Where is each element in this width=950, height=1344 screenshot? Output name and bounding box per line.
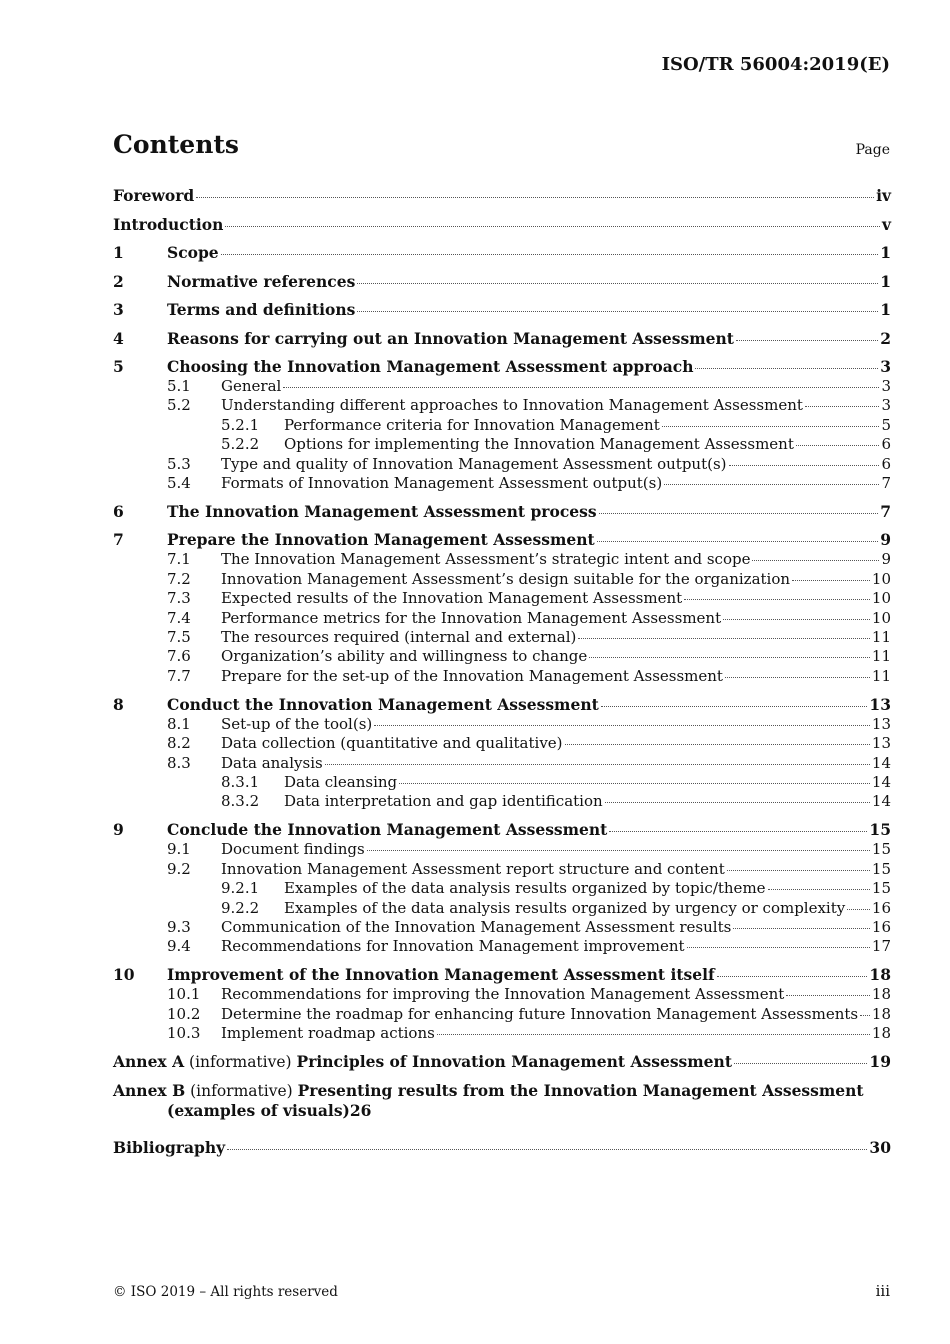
toc-entry-number: 9.1 bbox=[167, 840, 191, 859]
toc-entry-title: General bbox=[221, 377, 282, 395]
toc-entry-number: 7.3 bbox=[167, 589, 191, 608]
leader-dots bbox=[196, 196, 874, 198]
toc-entry-number: Introduction bbox=[113, 214, 224, 234]
leader-dots bbox=[805, 405, 880, 407]
toc-entry-number: 5.3 bbox=[167, 454, 191, 473]
annex-type: (informative) bbox=[189, 1053, 292, 1072]
toc-entry-title: Examples of the data analysis results organized by urgency or complexity bbox=[284, 898, 846, 917]
toc-entry-title: Prepare for the set-up of the Innovation Management Assessment bbox=[221, 666, 723, 685]
toc-entry-number: 10.1 bbox=[167, 985, 201, 1004]
toc-entry[interactable] bbox=[113, 530, 891, 550]
toc-entry-title: Reasons for carrying out an Innovation Management Assessment bbox=[167, 328, 734, 348]
toc-entry[interactable] bbox=[113, 570, 891, 589]
toc-entry-title: Improvement of the Innovation Management Assessment itself bbox=[167, 965, 715, 985]
toc-entry-number: 8.1 bbox=[167, 714, 191, 733]
leader-dots bbox=[695, 367, 878, 369]
toc-entry[interactable] bbox=[113, 840, 891, 859]
toc-entry[interactable] bbox=[113, 416, 891, 435]
leader-dots bbox=[597, 540, 879, 542]
toc-entry-page: 11 bbox=[871, 666, 891, 685]
leader-dots bbox=[684, 598, 870, 600]
leader-dots bbox=[734, 1062, 867, 1064]
toc-entry-title: Performance criteria for Innovation Management bbox=[284, 415, 660, 434]
toc-entry-page: 1 bbox=[880, 300, 891, 319]
toc-entry-title: Set-up of the tool(s) bbox=[221, 714, 373, 733]
toc-entry-title: Determine the roadmap for enhancing future Innovation Management Assessments bbox=[221, 1004, 859, 1023]
toc-entry[interactable] bbox=[113, 965, 891, 985]
toc-entry-number: 7 bbox=[113, 530, 124, 550]
leader-dots bbox=[357, 310, 878, 312]
leader-dots bbox=[792, 579, 870, 581]
page-title: Contents bbox=[113, 130, 240, 159]
leader-dots bbox=[589, 656, 870, 658]
toc-entry-title: Organization’s ability and willingness to change bbox=[221, 647, 588, 666]
bibliography-title: Bibliography bbox=[113, 1137, 226, 1157]
leader-dots bbox=[786, 994, 870, 996]
toc-entry[interactable] bbox=[113, 860, 891, 879]
toc-entry-title: The Innovation Management Assessment’s strategic intent and scope bbox=[221, 550, 751, 569]
toc-entry[interactable] bbox=[113, 609, 891, 628]
toc-entry-number: 5.2 bbox=[167, 396, 191, 415]
toc-entry-number: 8.2 bbox=[167, 734, 191, 753]
toc-entry-page: 10 bbox=[871, 589, 891, 608]
toc-entry[interactable] bbox=[113, 1024, 891, 1052]
toc-entry-number: 6 bbox=[113, 501, 124, 521]
copyright-notice: © ISO 2019 – All rights reserved bbox=[113, 1284, 338, 1300]
toc-entry-number: 9 bbox=[113, 820, 124, 840]
toc-entry-page: 18 bbox=[871, 1004, 891, 1023]
leader-dots bbox=[609, 830, 867, 832]
toc-entry-page: 14 bbox=[871, 753, 891, 772]
table-of-contents bbox=[113, 186, 891, 1166]
page-number: iii bbox=[875, 1282, 890, 1300]
toc-entry-number: 8.3 bbox=[167, 753, 191, 772]
toc-entry-title: Implement roadmap actions bbox=[221, 1024, 435, 1043]
annex-title-line1: Presenting results from the Innovation Management Assessment bbox=[297, 1080, 864, 1100]
leader-dots bbox=[325, 763, 870, 765]
toc-entry[interactable] bbox=[113, 357, 891, 377]
annex-label: Annex A bbox=[113, 1052, 185, 1072]
toc-entry-number: 9.2.2 bbox=[221, 898, 260, 917]
leader-dots bbox=[717, 975, 868, 977]
toc-entry-page: 15 bbox=[871, 840, 891, 859]
toc-entry-title: Examples of the data analysis results organized by topic/theme bbox=[284, 879, 766, 898]
toc-entry-page: 7 bbox=[880, 501, 891, 521]
toc-entry-number: 10.3 bbox=[167, 1024, 201, 1043]
toc-entry[interactable] bbox=[113, 985, 891, 1004]
toc-entry-title: The Innovation Management Assessment process bbox=[167, 501, 597, 521]
toc-entry-number: 9.2.1 bbox=[221, 879, 260, 898]
bibliography-page: 30 bbox=[869, 1137, 891, 1157]
toc-entry[interactable] bbox=[113, 455, 891, 474]
leader-dots bbox=[605, 801, 870, 803]
toc-entry-number: 9.4 bbox=[167, 937, 191, 956]
leader-dots bbox=[578, 637, 870, 639]
toc-entry-number: 5 bbox=[113, 357, 124, 376]
toc-entry[interactable] bbox=[113, 918, 891, 937]
toc-entry-number: 4 bbox=[113, 328, 124, 348]
leader-dots bbox=[601, 705, 868, 707]
toc-entry-annex-a[interactable] bbox=[113, 1052, 891, 1081]
toc-entry[interactable] bbox=[113, 792, 891, 820]
toc-entry-page: 10 bbox=[871, 569, 891, 588]
toc-entry-number: 8.3.1 bbox=[221, 772, 260, 791]
toc-entry-page: 5 bbox=[881, 415, 891, 434]
leader-dots bbox=[367, 849, 870, 851]
toc-entry-title: Terms and definitions bbox=[167, 300, 356, 319]
toc-entry-number: 3 bbox=[113, 300, 124, 319]
leader-dots bbox=[599, 512, 879, 514]
toc-entry-title: Expected results of the Innovation Management Assessment bbox=[221, 589, 683, 608]
toc-entry-page: 9 bbox=[881, 550, 891, 569]
toc-entry-number: 10 bbox=[113, 965, 135, 985]
toc-entry-page: 9 bbox=[880, 530, 891, 550]
toc-entry-title: Recommendations for Innovation Management improvement bbox=[221, 937, 685, 956]
toc-entry-page: iv bbox=[876, 186, 891, 205]
leader-dots bbox=[283, 386, 879, 388]
toc-entry-title: Recommendations for improving the Innovation Management Assessment bbox=[221, 985, 785, 1004]
toc-entry-page: 10 bbox=[871, 608, 891, 627]
toc-entry-title: Prepare the Innovation Management Assessment bbox=[167, 530, 595, 550]
toc-entry-page: v bbox=[881, 214, 891, 234]
toc-entry-page: 6 bbox=[881, 435, 891, 454]
toc-entry[interactable] bbox=[113, 377, 891, 396]
leader-dots bbox=[664, 483, 879, 485]
toc-entry-page: 18 bbox=[869, 965, 891, 985]
leader-dots bbox=[437, 1033, 870, 1035]
toc-entry-number: 1 bbox=[113, 243, 124, 262]
toc-entry-page: 16 bbox=[871, 917, 891, 936]
toc-entry-title: Understanding different approaches to Innovation Management Assessment bbox=[221, 396, 803, 415]
toc-entry-title: Conduct the Innovation Management Assessment bbox=[167, 694, 599, 714]
toc-entry[interactable] bbox=[113, 820, 891, 840]
toc-entry[interactable] bbox=[113, 715, 891, 734]
toc-entry-title: The resources required (internal and external) bbox=[221, 628, 577, 647]
toc-entry-title: Communication of the Innovation Management Assessment results bbox=[221, 917, 732, 936]
toc-entry-number: 2 bbox=[113, 271, 124, 291]
toc-entry-page: 15 bbox=[869, 820, 891, 840]
annex-title-line2: (examples of visuals) bbox=[167, 1101, 350, 1121]
toc-entry-page: 3 bbox=[880, 357, 891, 376]
toc-entry-page: 11 bbox=[871, 628, 891, 647]
toc-entry[interactable] bbox=[113, 734, 891, 753]
toc-entry-title: Document findings bbox=[221, 840, 365, 859]
leader-dots bbox=[687, 946, 870, 948]
toc-entry-number: 5.2.1 bbox=[221, 415, 260, 434]
toc-entry-number: 10.2 bbox=[167, 1004, 201, 1023]
toc-entry[interactable] bbox=[113, 879, 891, 898]
toc-entry[interactable] bbox=[113, 647, 891, 666]
toc-entry-title: Choosing the Innovation Management Assessment approach bbox=[167, 357, 694, 376]
toc-entry-page: 18 bbox=[871, 1024, 891, 1043]
toc-entry[interactable] bbox=[113, 300, 891, 329]
toc-entry-page: 18 bbox=[871, 985, 891, 1004]
toc-entry-page: 11 bbox=[871, 647, 891, 666]
toc-entry-number: Foreword bbox=[113, 186, 195, 205]
toc-entry-page: 1 bbox=[880, 243, 891, 262]
toc-entry-title: Type and quality of Innovation Management Assessment output(s) bbox=[221, 454, 727, 473]
toc-entry-page: 15 bbox=[871, 879, 891, 898]
leader-dots bbox=[225, 225, 880, 227]
toc-entry-number: 7.2 bbox=[167, 569, 191, 588]
toc-entry-number: 7.6 bbox=[167, 647, 191, 666]
leader-dots bbox=[399, 782, 870, 784]
toc-entry[interactable] bbox=[113, 272, 891, 301]
toc-entry-number: 5.4 bbox=[167, 473, 191, 492]
toc-entry-title: Performance metrics for the Innovation Management Assessment bbox=[221, 608, 722, 627]
toc-entry[interactable] bbox=[113, 628, 891, 647]
annex-page: 26 bbox=[349, 1101, 372, 1121]
leader-dots bbox=[796, 444, 880, 446]
leader-dots bbox=[221, 253, 879, 255]
annex-title: Principles of Innovation Management Assessment bbox=[296, 1052, 732, 1072]
toc-entry[interactable] bbox=[113, 773, 891, 792]
leader-dots bbox=[662, 425, 880, 427]
toc-entry[interactable] bbox=[113, 589, 891, 608]
toc-entry[interactable] bbox=[113, 754, 891, 773]
toc-entry-number: 9.2 bbox=[167, 859, 191, 878]
toc-entry[interactable] bbox=[113, 474, 891, 502]
toc-entry-number: 8 bbox=[113, 694, 124, 714]
toc-entry-number: 7.5 bbox=[167, 628, 191, 647]
toc-entry[interactable] bbox=[113, 502, 891, 531]
toc-entry[interactable] bbox=[113, 1005, 891, 1024]
toc-entry-annex-b[interactable] bbox=[113, 1081, 891, 1129]
toc-entry-bibliography[interactable] bbox=[113, 1138, 891, 1167]
toc-entry-page: 7 bbox=[881, 473, 891, 492]
toc-entry-page: 6 bbox=[881, 454, 891, 473]
leader-dots bbox=[860, 1014, 870, 1016]
toc-entry[interactable] bbox=[113, 667, 891, 695]
leader-dots bbox=[357, 282, 878, 284]
toc-entry-page: 3 bbox=[881, 396, 891, 415]
leader-dots bbox=[565, 743, 870, 745]
toc-entry[interactable] bbox=[113, 695, 891, 715]
leader-dots bbox=[725, 676, 870, 678]
standard-designation: ISO/TR 56004:2019(E) bbox=[661, 54, 890, 75]
toc-entry-title: Data interpretation and gap identification bbox=[284, 792, 603, 811]
leader-dots bbox=[768, 888, 870, 890]
toc-entry-title: Conclude the Innovation Management Assessment bbox=[167, 820, 608, 840]
leader-dots bbox=[729, 464, 880, 466]
toc-entry-page: 13 bbox=[869, 694, 891, 714]
toc-entry-title: Options for implementing the Innovation Management Assessment bbox=[284, 435, 794, 454]
toc-entry-page: 15 bbox=[871, 859, 891, 878]
toc-entry[interactable] bbox=[113, 396, 891, 415]
toc-entry-page: 14 bbox=[871, 792, 891, 811]
toc-entry[interactable] bbox=[113, 215, 891, 244]
leader-dots bbox=[752, 559, 879, 561]
toc-entry-title: Data collection (quantitative and qualitative) bbox=[221, 734, 563, 753]
leader-dots bbox=[736, 339, 878, 341]
leader-dots bbox=[723, 618, 870, 620]
toc-entry-title: Data cleansing bbox=[284, 772, 398, 791]
toc-entry[interactable] bbox=[113, 186, 891, 215]
toc-entry-page: 17 bbox=[871, 937, 891, 956]
toc-entry[interactable] bbox=[113, 243, 891, 272]
toc-entry-title: Scope bbox=[167, 243, 219, 262]
toc-entry-page: 16 bbox=[871, 898, 891, 917]
toc-entry[interactable] bbox=[113, 550, 891, 569]
toc-entry[interactable] bbox=[113, 899, 891, 918]
toc-entry-number: 8.3.2 bbox=[221, 792, 260, 811]
toc-entry-number: 5.1 bbox=[167, 377, 191, 395]
leader-dots bbox=[227, 1148, 867, 1150]
toc-entry-page: 3 bbox=[881, 377, 891, 395]
leader-dots bbox=[847, 908, 870, 910]
page-column-label: Page bbox=[855, 142, 890, 158]
toc-entry[interactable] bbox=[113, 937, 891, 965]
toc-entry-number: 7.7 bbox=[167, 666, 191, 685]
toc-entry-page: 2 bbox=[880, 328, 891, 348]
toc-entry-page: 14 bbox=[871, 772, 891, 791]
toc-entry-page: 13 bbox=[871, 734, 891, 753]
toc-entry[interactable] bbox=[113, 435, 891, 454]
toc-entry-page: 1 bbox=[880, 271, 891, 291]
annex-label: Annex B bbox=[113, 1080, 186, 1100]
annex-type: (informative) bbox=[190, 1081, 293, 1100]
leader-dots bbox=[727, 869, 870, 871]
toc-entry-number: 7.4 bbox=[167, 608, 191, 627]
toc-entry[interactable] bbox=[113, 329, 891, 358]
annex-page: 19 bbox=[869, 1052, 891, 1072]
toc-entry-page: 13 bbox=[871, 714, 891, 733]
toc-entry-number: 5.2.2 bbox=[221, 435, 260, 454]
toc-entry-title: Data analysis bbox=[221, 753, 323, 772]
toc-entry-title: Formats of Innovation Management Assessment output(s) bbox=[221, 473, 663, 492]
toc-entry-title: Innovation Management Assessment report structure and content bbox=[221, 859, 725, 878]
toc-entry-number: 9.3 bbox=[167, 917, 191, 936]
leader-dots bbox=[733, 927, 870, 929]
toc-entry-title: Innovation Management Assessment’s design suitable for the organization bbox=[221, 569, 791, 588]
toc-entry-number: 7.1 bbox=[167, 550, 191, 569]
leader-dots bbox=[374, 724, 870, 726]
toc-entry-title: Normative references bbox=[167, 271, 356, 291]
